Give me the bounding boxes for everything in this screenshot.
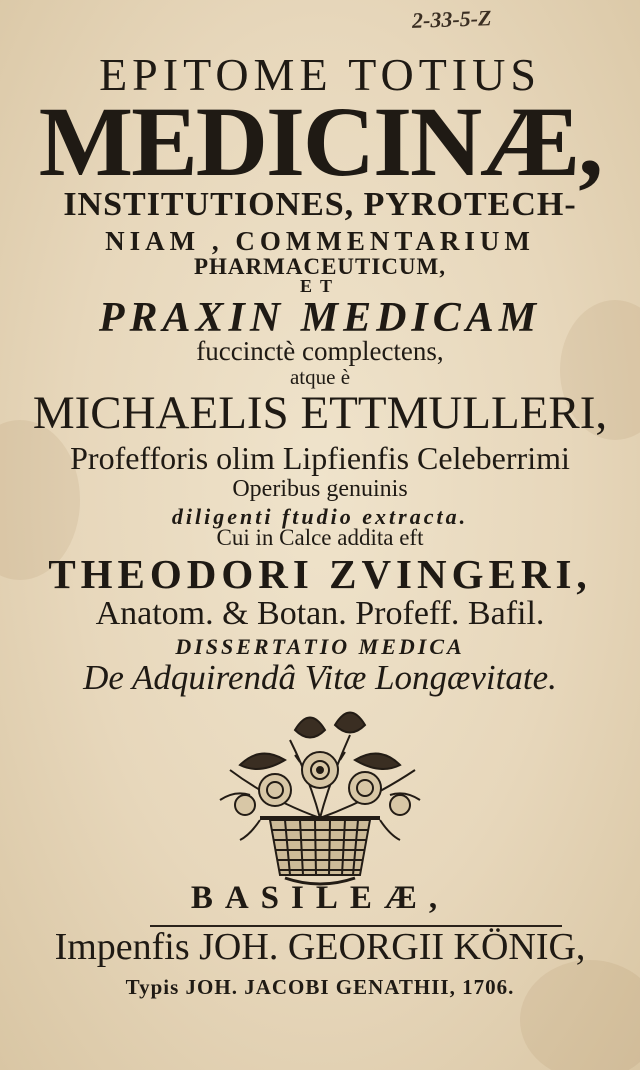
shelfmark: 2-33-5-Z	[411, 5, 492, 33]
author-title: Profefforis olim Lipfienfis Celeberrimi	[70, 440, 570, 476]
title-line-3: INSTITUTIONES, PYROTECH-	[63, 186, 577, 223]
title-line-7: PRAXIN MEDICAM	[98, 295, 542, 341]
title-line-14: Cui in Calce addita eft	[216, 525, 424, 550]
second-author-name: THEODORI ZVINGERI,	[48, 551, 592, 597]
second-author-title: Anatom. & Botan. Profeff. Bafil.	[95, 595, 545, 632]
title-line-8: fuccinctè complectens,	[196, 336, 444, 366]
title-line-9: atque è	[289, 365, 351, 389]
title-line-4: NIAM , COMMENTARIUM	[105, 226, 535, 256]
imprint-publisher: Impenfis JOH. GEORGII KÖNIG,	[54, 926, 586, 968]
title-line-1: EPITOME TOTIUS	[99, 49, 541, 100]
title-line-12: Operibus genuinis	[232, 476, 408, 502]
title-line-5: PHARMACEUTICUM,	[193, 254, 446, 279]
flower-basket-woodcut-icon	[200, 700, 440, 895]
imprint-place: BASILEÆ,	[190, 880, 450, 916]
dissertation-heading: DISSERTATIO MEDICA	[175, 634, 465, 659]
title-line-6: ET	[299, 276, 340, 296]
title-line-13: diligenti ftudio extracta.	[171, 504, 469, 529]
dissertation-title: De Adquirendâ Vitæ Longævitate.	[83, 658, 557, 697]
title-line-2: MEDICINÆ,	[38, 86, 602, 197]
imprint-printer: Typis JOH. JACOBI GENATHII, 1706.	[125, 975, 515, 999]
author-name: MICHAELIS ETTMULLERI,	[32, 387, 608, 439]
